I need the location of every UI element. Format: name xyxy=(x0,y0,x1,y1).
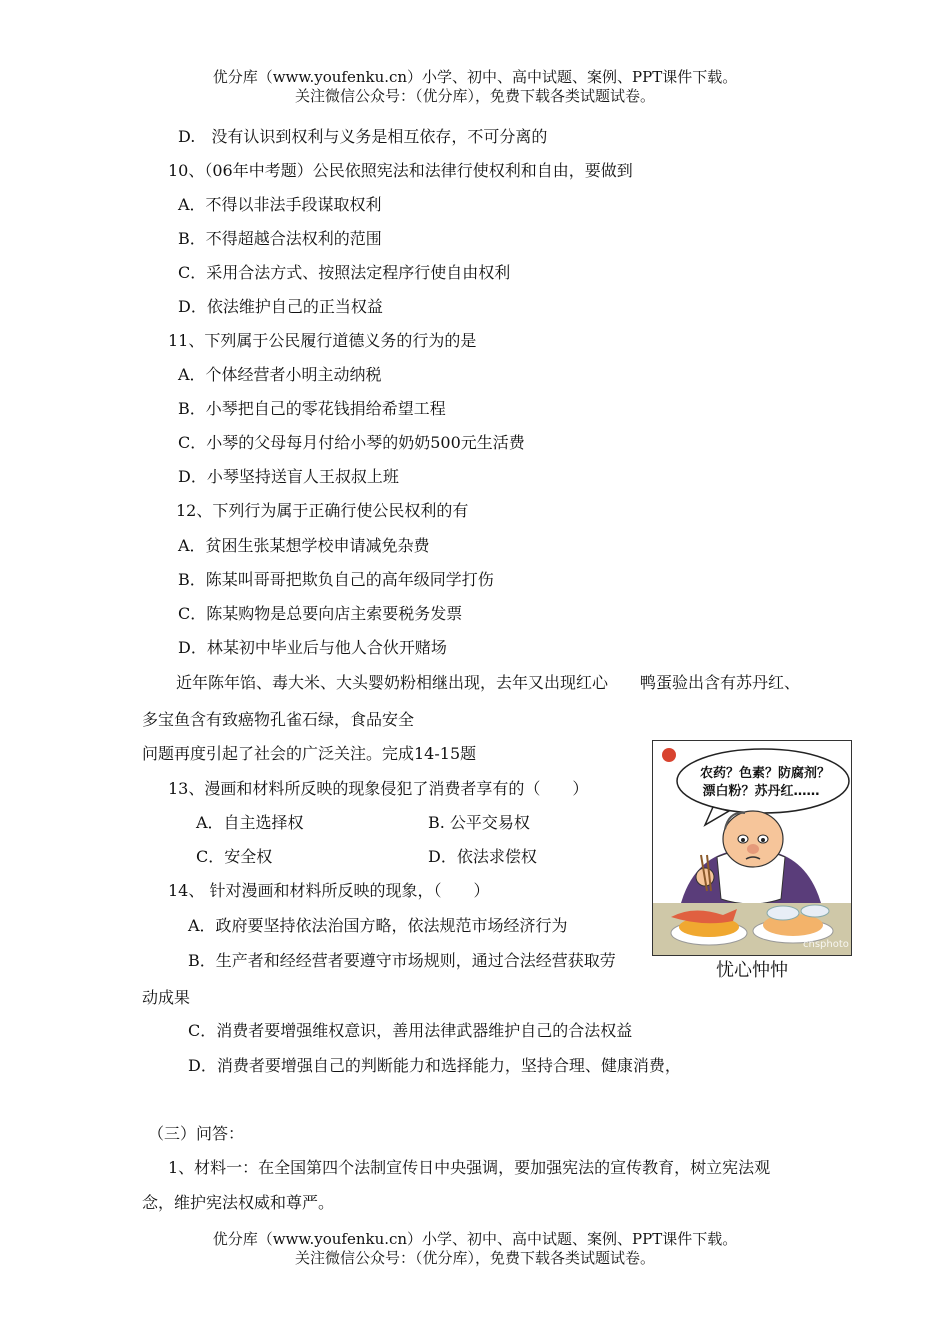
option-11d: D．小琴坚持送盲人王叔叔上班 xyxy=(178,467,399,486)
option-13b: B. 公平交易权 xyxy=(428,813,530,832)
option-11c: C．小琴的父母每月付给小琴的奶奶500元生活费 xyxy=(178,433,525,452)
option-11a: A．个体经营者小明主动纳税 xyxy=(178,365,382,384)
option-10d: D．依法维护自己的正当权益 xyxy=(178,297,383,316)
option-12a: A．贫困生张某想学校申请减免杂费 xyxy=(178,536,430,555)
option-11b: B．小琴把自己的零花钱捐给希望工程 xyxy=(178,399,446,418)
bubble-text-2: 漂白粉？苏丹红…… xyxy=(702,784,820,799)
option-12c: C．陈某购物是总要向店主索要税务发票 xyxy=(178,604,463,623)
option-14b: B．生产者和经经营者要遵守市场规则，通过合法经营获取劳 xyxy=(188,951,616,970)
option-14a: A．政府要坚持依法治国方略，依法规范市场经济行为 xyxy=(188,916,568,935)
option-14c: C．消费者要增强维权意识，善用法律武器维护自己的合法权益 xyxy=(188,1021,633,1040)
speech-bubble xyxy=(677,749,849,813)
bubble-text-1: 农药？色素？防腐剂？ xyxy=(699,766,831,781)
material-line-2: 多宝鱼含有致癌物孔雀石绿，食品安全 xyxy=(142,710,415,729)
question-10: 10、（06年中考题）公民依照宪法和法律行使权利和自由，要做到 xyxy=(168,161,633,180)
qa-1-line-1: 1、材料一：在全国第四个法制宣传日中央强调，要加强宪法的宣传教育，树立宪法观 xyxy=(168,1158,771,1177)
option-10c: C．采用合法方式、按照法定程序行使自由权利 xyxy=(178,263,511,282)
option-14b-cont: 动成果 xyxy=(142,988,191,1007)
cartoon-caption: 忧心忡忡 xyxy=(716,960,788,981)
material-line-3: 问题再度引起了社会的广泛关注。完成14-15题 xyxy=(142,744,477,763)
stamp-icon xyxy=(662,748,676,762)
option-14d: D．消费者要增强自己的判断能力和选择能力，坚持合理、健康消费， xyxy=(188,1056,681,1075)
footer-line-1: 优分库（www.youfenku.cn）小学、初中、高中试题、案例、PPT课件下载。 xyxy=(212,1230,738,1248)
option-9d: D. 没有认识到权利与义务是相互依存，不可分离的 xyxy=(178,127,548,146)
qa-1-line-2: 念，维护宪法权威和尊严。 xyxy=(142,1193,335,1212)
option-10b: B．不得超越合法权利的范围 xyxy=(178,229,382,248)
option-10a: A．不得以非法手段谋取权利 xyxy=(178,195,382,214)
head xyxy=(723,811,783,867)
question-12: 12、下列行为属于正确行使公民权利的有 xyxy=(176,501,469,520)
question-13: 13、漫画和材料所反映的现象侵犯了消费者享有的（ ） xyxy=(168,779,589,798)
option-12b: B．陈某叫哥哥把欺负自己的高年级同学打伤 xyxy=(178,570,494,589)
footer-line-2: 关注微信公众号：（优分库），免费下载各类试题试卷。 xyxy=(294,1249,655,1267)
header-line-2: 关注微信公众号：（优分库），免费下载各类试题试卷。 xyxy=(294,87,655,105)
header-line-1: 优分库（www.youfenku.cn）小学、初中、高中试题、案例、PPT课件下载。 xyxy=(212,68,738,86)
option-12d: D．林某初中毕业后与他人合伙开赌场 xyxy=(178,638,447,657)
option-13c: C．安全权 xyxy=(196,847,273,866)
question-11: 11、下列属于公民履行道德义务的行为的是 xyxy=(168,331,477,350)
section-heading-qa: （三）问答： xyxy=(148,1124,245,1143)
option-13d: D．依法求偿权 xyxy=(428,847,537,866)
cartoon-image xyxy=(652,740,852,956)
question-14: 14、 针对漫画和材料所反映的现象，（ ） xyxy=(168,881,490,900)
material-line-1: 近年陈年馅、毒大米、大头婴奶粉相继出现，去年又出现红心 鸭蛋验出含有苏丹红、 xyxy=(176,673,801,692)
option-13a: A．自主选择权 xyxy=(196,813,304,832)
watermark-text: cnsphoto xyxy=(803,939,849,950)
